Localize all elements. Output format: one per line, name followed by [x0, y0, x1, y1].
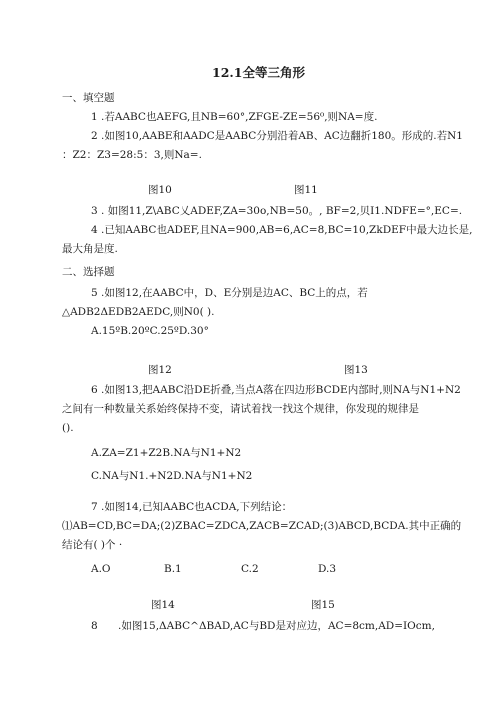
figure-13-caption: 图13 [344, 364, 368, 376]
question-4-line-1: 4 .已知AABC也ADEF,且NA=900,AB=6,AC=8,BC=10,ZkDEF中最大边长是, [91, 224, 473, 236]
question-1: 1 .若AABC也AEFG,且NB=60°,ZFGE-ZE=56⁰,则NA=度. [91, 111, 378, 123]
question-6-option-ab: A.ZA=Z1+Z2B.NA与N1+N2 [91, 447, 242, 459]
question-7-option-b: B.1 [164, 563, 182, 575]
figure-11-caption: 图11 [294, 184, 318, 196]
question-7-option-a: A.O [91, 563, 111, 575]
question-7-line-1: 7 .如图14,已知AABC也ACDA,下列结论： [91, 501, 293, 513]
question-6-line-3: (). [62, 422, 74, 434]
question-6-option-cd: C.NA与N1.+N2D.NA与N1+N2 [91, 470, 253, 482]
question-5-line-1: 5 .如图12,在AABC中，D、E分别是边AC、BC上的点，若 [91, 287, 368, 299]
question-3: 3 . 如图11,Z\ABC乂ADEF,ZA=30o,NB=50。, BF=2,贝I1.NDFE=°,EC=. [91, 205, 463, 217]
question-8-number: 8 [91, 620, 98, 632]
question-7-line-3: 结论有( )个 · [62, 539, 123, 551]
question-6-line-1: 6 .如图13,把AABC沿DE折叠,当点A落在四边形BCDE内部时,则NA与N1+N2 [91, 384, 461, 396]
figure-15-caption: 图15 [311, 599, 335, 611]
question-7-option-d: D.3 [318, 563, 337, 575]
question-5-line-2: △ADB2ΔEDB2AEDC,则N0( ). [62, 306, 215, 318]
figure-12-caption: 图12 [148, 364, 172, 376]
question-7-option-c: C.2 [241, 563, 259, 575]
page-title: 12.1全等三角形 [212, 65, 305, 80]
question-8-text: .如图15,ΔABC^ΔBAD,AC与BD是对应边，AC=8cm,AD=IOcm, [118, 620, 435, 632]
figure-14-caption: 图14 [151, 599, 175, 611]
question-4-line-2: 最大角是度. [62, 243, 118, 255]
question-6-line-2: 之间有一种数量关系始终保持不变，请试着找一找这个规律，你发现的规律是 [62, 403, 419, 415]
question-5-options: A.15ºB.20ºC.25ºD.30° [91, 325, 209, 337]
figure-10-caption: 图10 [148, 184, 172, 196]
question-7-line-2: ⑴AB=CD,BC=DA;(2)ZBAC=ZDCA,ZACB=ZCAD;(3)ABCD,BCDA.其中正确的 [62, 520, 462, 532]
question-2-line-1: 2 .如图10,AABE和AADC是AABC分别沿着AB、AC边翻折180。形成的.若N1 [91, 130, 463, 142]
section-heading-multiple-choice: 二、选择题 [62, 266, 115, 278]
section-heading-fill-blank: 一、填空题 [62, 92, 115, 104]
question-2-line-2: ：Z2：Z3=28:5：3,则Na=. [62, 149, 202, 161]
